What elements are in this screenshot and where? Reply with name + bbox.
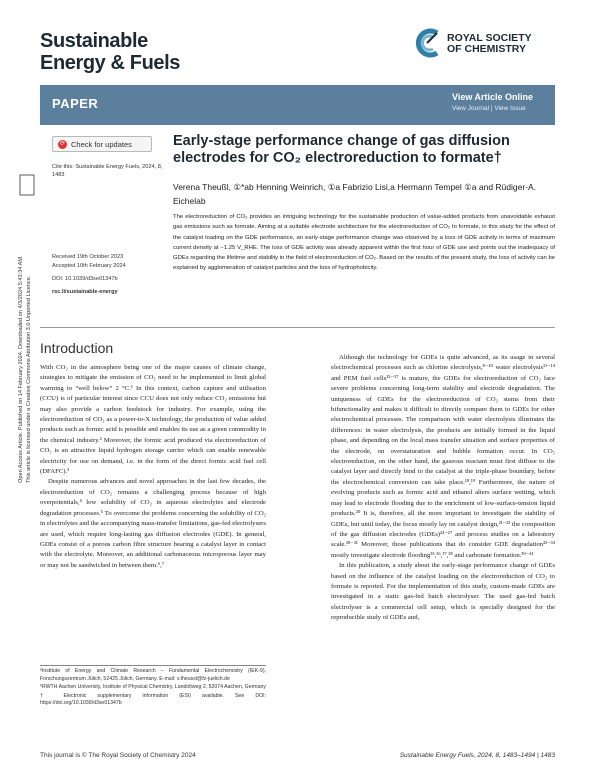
section-divider <box>40 327 555 328</box>
check-for-updates-button[interactable] <box>52 136 152 152</box>
received-date: Received 19th October 2023 <box>52 254 124 260</box>
view-article-online-link[interactable]: View Article Online <box>452 92 534 102</box>
open-access-sidebar <box>10 165 44 485</box>
paragraph: With CO₂ in the atmosphere being one of the major causes of climate change, strategies to mitigate the emission of CO₂ need to be implemented to limit global warming to “well below” 2 °C.¹ In this context, carbon capture and utilisation (CCU) is of particular interest since CCU does not only reduce CO₂ emissions but may also provide a carbon feedstock for industry. For example, using the electroreduction of CO₂ as a power-to-X technology, the production of value added products such as formic acid is possible and enables its use as a green commodity in the chemical industry.² Moreover, the formic acid produced via electroreduction of CO₂ is an attractive liquid hydrogen storage carrier which can enable renewable electricity for use on demand, i.e. in the form of the direct formic acid fuel cell (DFAFC).³ <box>40 364 266 476</box>
introduction-heading: Introduction <box>40 340 114 356</box>
accepted-date: Accepted 10th February 2024 <box>52 263 126 269</box>
journal-title-line1: Sustainable <box>40 30 148 52</box>
journal-title <box>40 30 180 74</box>
abstract-text: The electroreduction of CO₂ provides an intriguing technology for the sustainable production of value-added products from unavoidable exhaust gas emissions such as formate. Aiming at a suitable electrode architecture for the electroreduction of CO₂ to formate, in this study for the effect of the catalyst loading on the GDE performance, an early-stage performance change was observed by a loss of GDE activity in terms of maximum current density at −1.25 V_RHE. The loss of GDE activity was already apparent within the first hour of GDE use and points out the inadequacy of GDEs regarding the lifetime and stability in the field of electroreduction of CO₂. Based on the results of the present study, the loss of activity can be explained by agglomeration of catalyst particles and the loss of hydrophobicity. <box>173 214 555 272</box>
publisher-line1: ROYAL SOCIETY <box>447 32 532 44</box>
cc-license-icon <box>20 175 34 195</box>
author-list: Verena Theußl, ①*ab Henning Weinrich, ①a Fabrizio Lisi,a Hermann Tempel ①a and Rüdiger-A. Eichelab <box>173 182 537 206</box>
paragraph: In this publication, a study about the early-stage performance change of GDEs based on the influence of the catalyst loading on the electroreduction of CO₂ to formate is reported. For the implementation of this study, custom-made GDEs are investigated in a static gas-fed batch electrolyser. The used gas-fed batch electrolyser is a commercial cell setup, which is specially designed for the reproducible study of GDEs and, <box>331 562 555 622</box>
citation-info: Cite this: Sustainable Energy Fuels, 2024, 8, 1483 <box>52 164 163 178</box>
affiliation-b: ᵇRWTH Aachen University, Institute of Physical Chemistry, Landoltweg 2, 52074 Aachen, Germany <box>40 684 266 690</box>
article-type-label: PAPER <box>52 96 99 111</box>
page-reference-footer: Sustainable Energy Fuels, 2024, 8, 1483–1494 | 1483 <box>399 752 555 759</box>
journal-url-link[interactable]: rsc.li/sustainable-energy <box>52 289 118 295</box>
body-column-left <box>40 363 266 571</box>
esi-note: † Electronic supplementary information (ESI) available. See DOI: https://doi.org/10.1039/d3se01347b <box>40 692 266 706</box>
journal-title-line2: Energy & Fuels <box>40 52 180 74</box>
paragraph: Although the technology for GDEs is quite advanced, as its usage in several electrochemical processes such as chlorine electrolysis,⁸⁻¹⁰ water electrolysis¹¹⁻¹⁴ and PEM fuel cells¹⁵⁻¹⁷ is mature, the GDEs for electroreduction of CO₂ face severe problems concerning long-term stability and electrode degradation. The uniqueness of GDEs for the electroreduction of CO₂ stems from their bifunctionality and makes it difficult to directly compare them to GDEs for other electrochemical processes. The comparison with water electrolysis illustrates the differences: in water electrolysis, the products are initially formed in the liquid phase, and depending on the local mass transfer situation and surface properties of the electrode, on overstaturation and bubble formation occur. In CO₂ electroreduction, on the other hand, the gaseous reactant must first diffuse to the catalyst layer and directly bind to the catalyst at the triple-phase boundary, before the electrochemical conversion can take place.¹⁸,¹⁹ Furthermore, the nature of evolving products such as formic acid and ethanol alters surface wetting, which may lead to electrode flooding due to the enrichment of low-surface-tension liquid products.²⁰ It is, therefore, all the more important to investigate the stability of GDEs, but until today, the focus mostly lay on catalyst design,²¹⁻²³ the composition of the gas diffusion electrodes (GDEs)²⁴⁻²⁷ and process studies on a laboratory scale.²⁸⁻³¹ Moreover, those publications that do consider GDE degradation³²⁻³⁴ mostly investigate electrode flooding³⁵,³⁶,³⁷,³⁸ and carbonate formation.³⁹⁻⁴¹ <box>331 354 555 559</box>
paragraph: Despite numerous advances and novel approaches in the last few decades, the electroreduction of CO₂ remains a challenging process because of high overpotentials,⁴ low solubility of CO₂ in aqueous electrolytes and electrode degradation processes.⁵ To overcome the problems concerning the solubility of CO₂ in electrolytes and the accompanying mass-transfer limitations, gas-fed electrolysers are used, which require long-lasting gas diffusion electrodes (GDE). In general, GDEs consist of a porous carbon fibre structure bearing a catalyst layer in contact with the electrolyte. Moreover, an additional carbonaceous microporous layer may or may not be sandwiched in between them.⁶,⁷ <box>40 478 266 569</box>
footnotes <box>40 668 266 709</box>
view-journal-issue-link[interactable]: View Journal | View Issue <box>452 105 526 112</box>
affiliation-a: ᵃInstitute of Energy and Climate Research – Fundamental Electrochemistry (IEK-9), Forschungszentrum Jülich, 52425 Jülich, Germany. E-mail: v.theussl@fz-juelich.de <box>40 668 266 682</box>
article-title: Early-stage performance change of gas diffusion electrodes for CO₂ electroreduction to formate† <box>173 133 510 166</box>
body-column-right <box>331 353 555 624</box>
copyright-footer: This journal is © The Royal Society of Chemistry 2024 <box>40 752 196 759</box>
doi-link[interactable]: DOI: 10.1039/d3se01347b <box>52 276 118 282</box>
footnote-divider <box>40 665 266 666</box>
refresh-icon: ⟳ <box>59 140 66 147</box>
open-access-note: Open Access Article. Published on 14 February 2024. Downloaded on 4/3/2024 5:43:34 AM. <box>18 255 24 483</box>
publisher-name <box>447 33 532 55</box>
publisher-line2: OF CHEMISTRY <box>447 43 526 55</box>
article-dates <box>52 253 164 297</box>
rsc-logo-icon <box>413 25 441 61</box>
check-for-updates-label: Check for updates <box>71 139 132 149</box>
license-note: This article is licensed under a Creative Commons Attribution 3.0 Unported Licence. <box>26 275 32 483</box>
